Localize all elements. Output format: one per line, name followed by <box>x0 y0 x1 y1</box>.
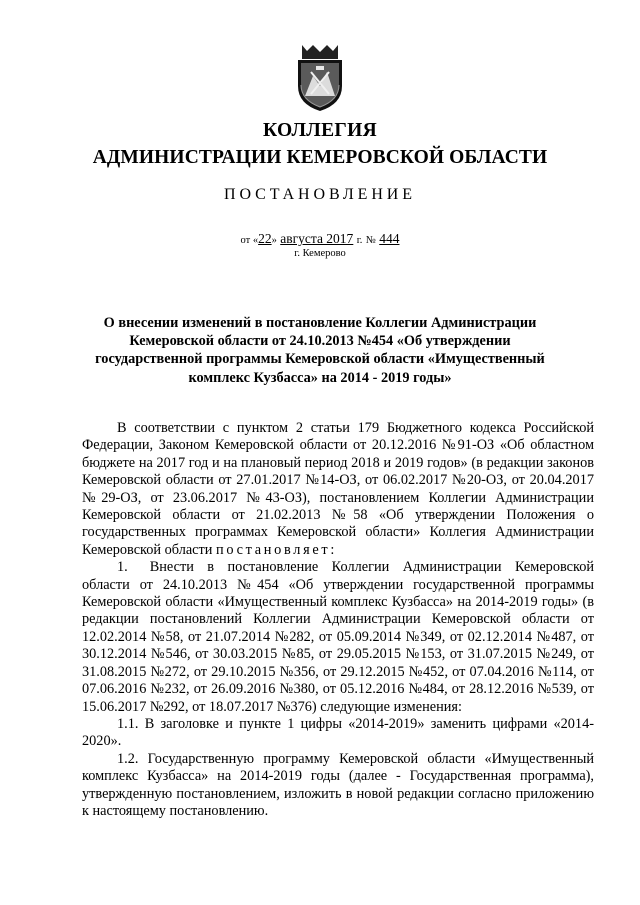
title-line: О внесении изменений в постановление Коллегии Администрации <box>103 315 537 331</box>
date-year-suffix: г. <box>356 235 363 246</box>
paragraph-item-1-1: 1.1. В заголовке и пункте 1 цифры «2014-2019» заменить цифрами «2014-2020». <box>82 715 594 750</box>
doc-number: 444 <box>379 231 400 246</box>
date-prefix: от « <box>240 235 259 246</box>
org-name-line2: АДМИНИСТРАЦИИ КЕМЕРОВСКОЙ ОБЛАСТИ <box>92 147 548 168</box>
title-line: комплекс Кузбасса» на 2014 - 2019 годы» <box>188 369 452 386</box>
doc-number-label: № <box>365 235 376 246</box>
paragraph-preamble <box>82 420 594 559</box>
paragraph-item-1 <box>82 559 594 716</box>
date-mid: » <box>271 235 277 246</box>
coat-of-arms-emblem <box>296 42 344 112</box>
document-title <box>82 314 558 387</box>
document-body <box>82 420 594 820</box>
city-name: г. Кемерово <box>294 248 346 259</box>
title-line: государственной программы Кемеровской области «Имущественный <box>95 351 545 368</box>
paragraph-item-1-2: 1.2. Государственную программу Кемеровской области «Имущественный комплекс Кузбасса» на 2014-2019 годы (далее - Государственная программа), утвержденную постановлением, изложить в новой редакции согласно приложению к настоящему постановлению. <box>82 750 594 819</box>
title-line: Кемеровской области от 24.10.2013 №454 «Об утверждении <box>129 333 511 350</box>
org-name-line1: КОЛЛЕГИЯ <box>263 120 377 141</box>
document-type: ПОСТАНОВЛЕНИЕ <box>224 186 416 203</box>
item-1-text: Внести в постановление Коллегии Администрации Кемеровской области от 24.10.2013 №454 «Об утверждении государственной программы Кемеровской области «Имущественный комплекс Кузбасса» на 2014-2019 годы» (в редакции постановлений Коллегии Администрации Кемеровской области от 12.02.2014 №58, от 21.07.2014 №282, от 05.09.2014 №349, от 02.12.2014 №487, от 30.12.2014 №546, от 30.03.2015 №85, от 29.05.2015 №153, от 31.07.2015 №249, от 31.08.2015 №272, от 29.10.2015 №356, от 29.12.2015 №452, от 07.04.2016 №114, от 07.06.2016 №232, от 26.09.2016 №380, от 05.12.2016 №484, от 28.12.2016 №539, от 15.06.2017 №292, от 18.07.2017 №376) следующие изменения: <box>82 559 594 715</box>
date-day: 22 <box>258 231 272 246</box>
resolves-word: постановляет: <box>216 541 338 558</box>
item-1-number: 1. <box>117 559 128 576</box>
date-month-year: августа 2017 <box>280 231 354 246</box>
date-line <box>0 231 640 247</box>
preamble-text: В соответствии с пунктом 2 статьи 179 Бюджетного кодекса Российской Федерации, Законом Кемеровской области от 20.12.2016 №91-ОЗ «Об областном бюджете на 2017 год и на плановый период 2018 и 2019 годов» (в редакции законов Кемеровской области от 27.01.2017 №14-ОЗ, от 06.02.2017 №20-ОЗ, от 20.04.2017 №29-ОЗ, от 23.06.2017 №43-ОЗ), постановлением Коллегии Администрации Кемеровской области от 21.02.2013 №58 «Об утверждении Положения о государственных программах Кемеровской области» Коллегия Администрации Кемеровской области <box>82 420 594 558</box>
